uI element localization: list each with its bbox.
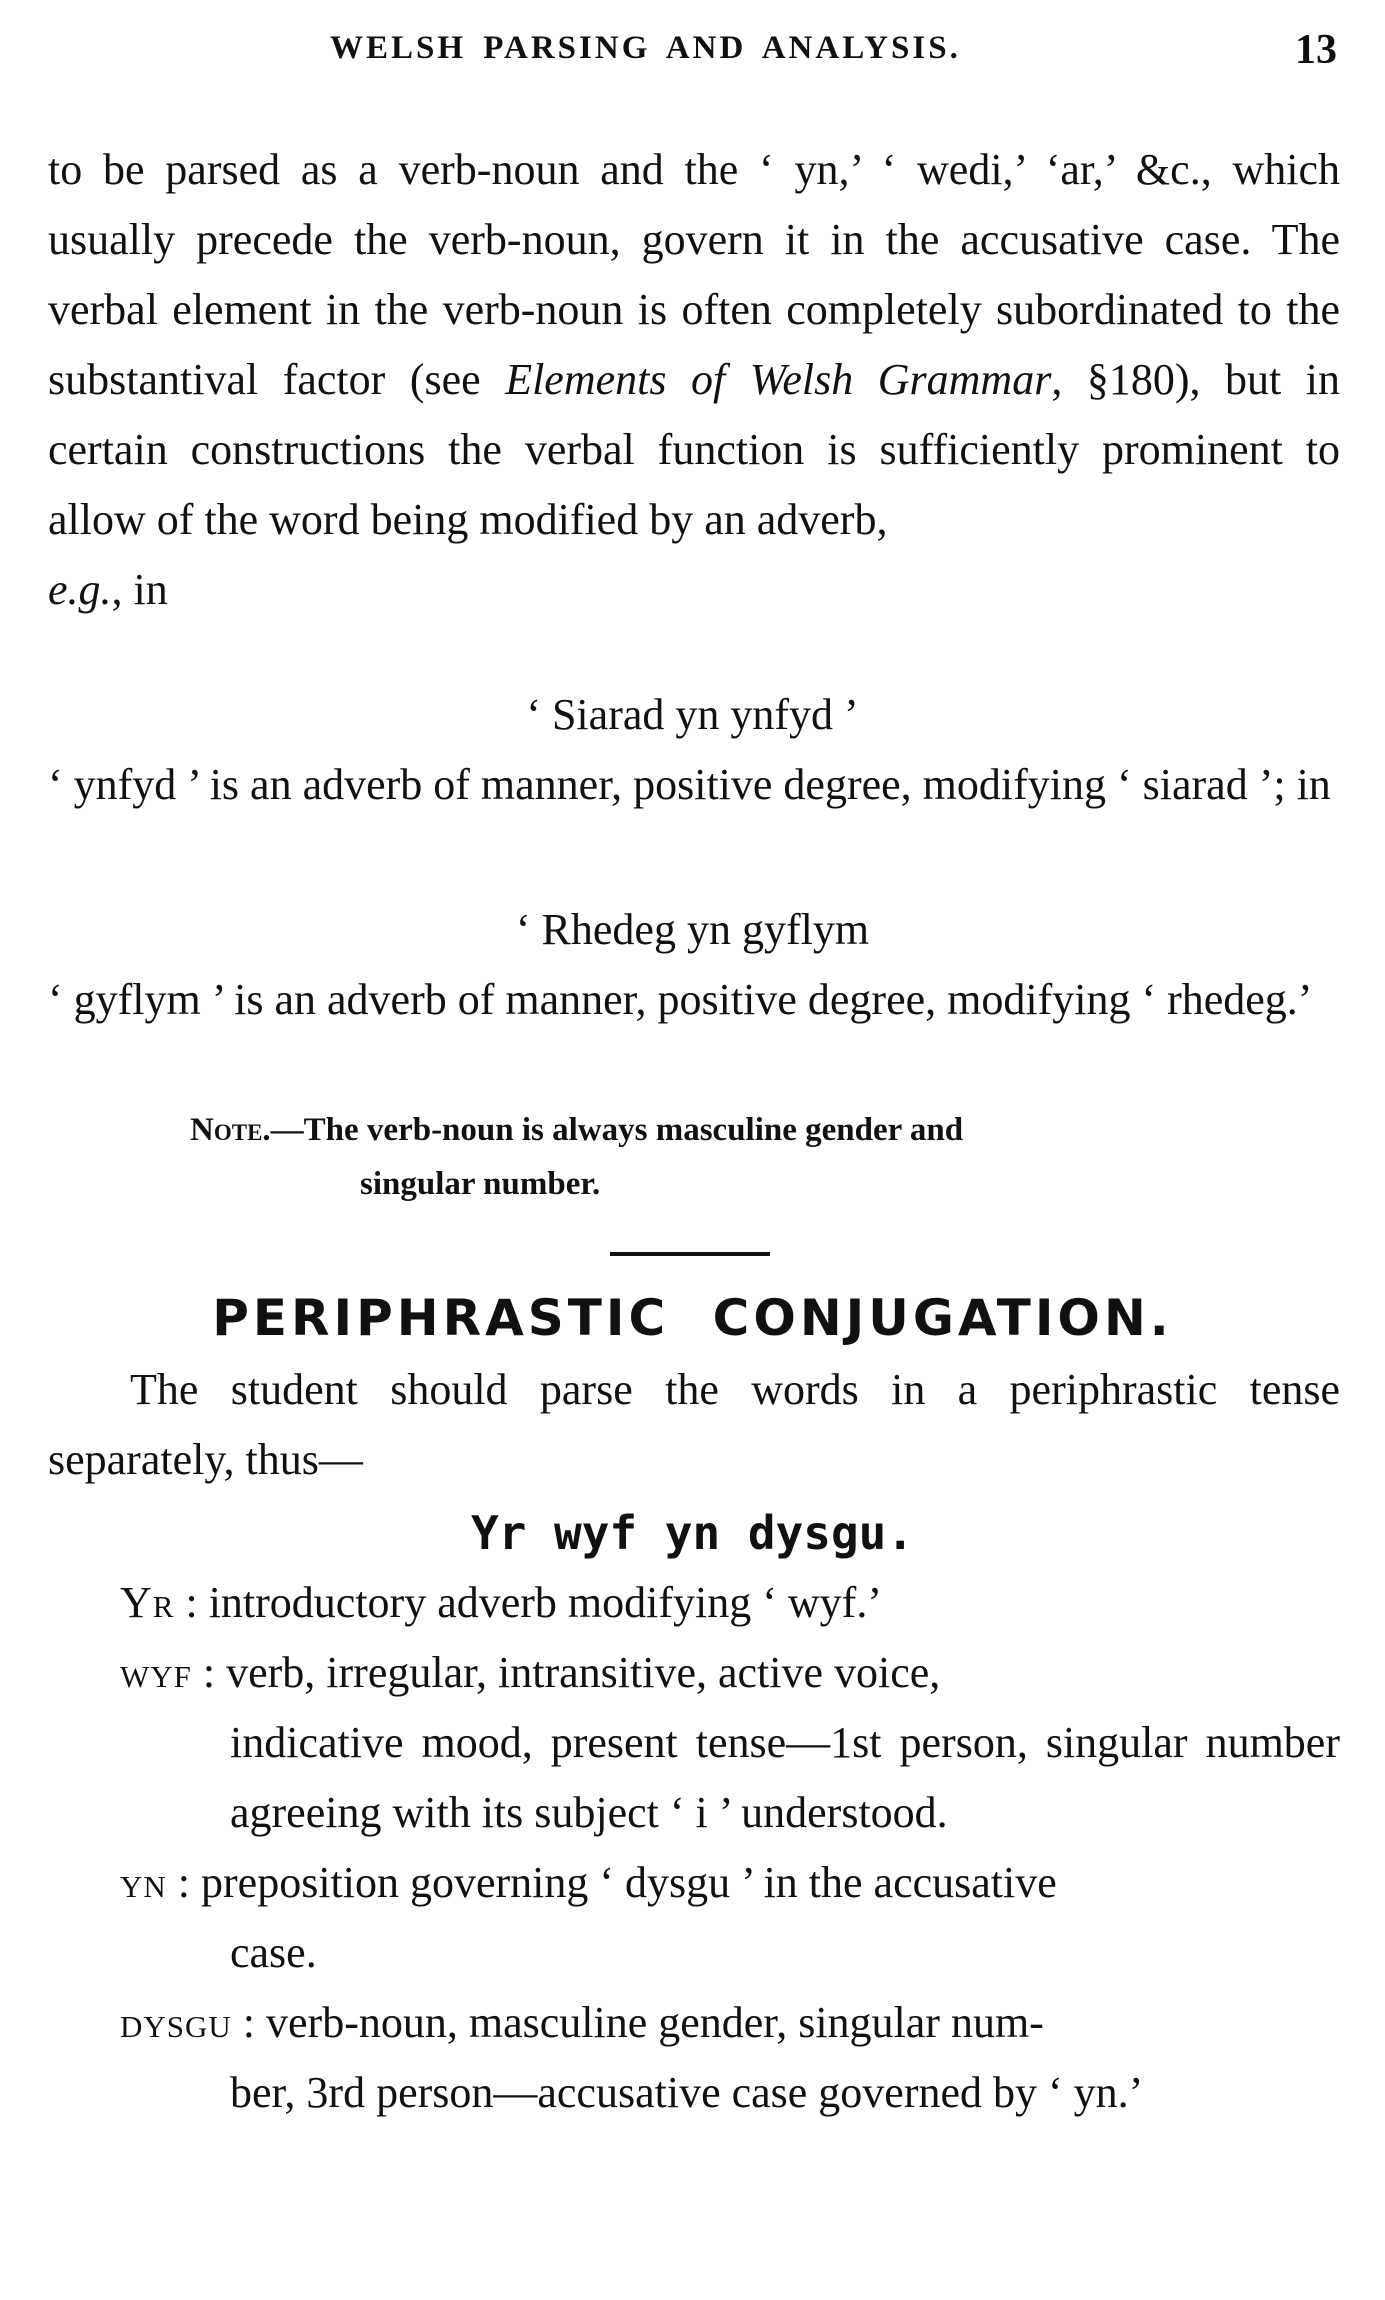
note-text-cont: singular number. bbox=[360, 1166, 601, 1202]
paragraph1-text-cont: , §180), but in certain constructions the verbal function is sufficiently prominent to allow of the word being modified by an adverb, bbox=[48, 355, 1340, 544]
entry-yn bbox=[120, 1848, 1340, 1988]
entry-text-cont: ber, 3rd person—accusative case governed by ‘ yn.’ bbox=[230, 2068, 1144, 2117]
entry-text-cont: indicative mood, present tense—1st person, singular number agreeing with its subject ‘ i ’ understood. bbox=[230, 1718, 1340, 1837]
entry-dysgu bbox=[120, 1988, 1340, 2128]
parsing-entries bbox=[120, 1568, 1340, 2128]
example-siarad: ‘ Siarad yn ynfyd ’ bbox=[526, 690, 859, 739]
note bbox=[190, 1103, 1340, 1211]
section-intro: The student should parse the words in a periphrastic tense separately, thus— bbox=[48, 1365, 1340, 1484]
running-title: WELSH PARSING AND ANALYSIS. bbox=[330, 30, 961, 66]
paragraph-ynfyd: ‘ ynfyd ’ is an adverb of manner, positive degree, modifying ‘ siarad ’; in bbox=[48, 760, 1331, 809]
entry-separator: : bbox=[231, 1998, 267, 2047]
page-number: 13 bbox=[1295, 27, 1337, 73]
entry-text: verb-noun, masculine gender, singular num- bbox=[266, 1998, 1044, 2047]
entry-label: yn bbox=[120, 1858, 167, 1907]
example-sentence: Yr wyf yn dysgu. bbox=[470, 1506, 915, 1560]
book-title-reference: Elements of Welsh Grammar bbox=[505, 355, 1052, 404]
entry-text: preposition governing ‘ dysgu ’ in the accusative bbox=[201, 1858, 1057, 1907]
entry-separator: : bbox=[191, 1648, 227, 1697]
entry-text: verb, irregular, intransitive, active voice, bbox=[226, 1648, 941, 1697]
note-text: —The verb-noun is always masculine gender and bbox=[270, 1112, 964, 1148]
entry-label: wyf bbox=[120, 1648, 192, 1697]
entry-yr bbox=[120, 1568, 1340, 1638]
section-heading: PERIPHRASTIC CONJUGATION. bbox=[212, 1289, 1173, 1347]
entry-label: dysgu bbox=[120, 1998, 232, 2047]
entry-label: Yr bbox=[120, 1578, 175, 1627]
entry-text-cont: case. bbox=[230, 1928, 317, 1977]
paragraph-gyflym: ‘ gyflym ’ is an adverb of manner, positive degree, modifying ‘ rhedeg.’ bbox=[48, 975, 1313, 1024]
paragraph1-text: to be parsed as a verb-noun and the ‘ yn,’ ‘ wedi,’ ‘ar,’ &c., which usually precede the verb-noun, govern it in the accusative case. The verbal element in the verb-noun is often completely subordinated to the substantival factor (see bbox=[48, 145, 1340, 404]
paragraph-verb-noun bbox=[48, 135, 1340, 625]
entry-separator: : bbox=[174, 1578, 209, 1627]
paragraph1-tail: , in bbox=[111, 565, 168, 614]
entry-separator: : bbox=[166, 1858, 202, 1907]
example-rhedeg: ‘ Rhedeg yn gyflym bbox=[515, 905, 870, 954]
eg-abbreviation: e.g. bbox=[48, 565, 112, 614]
running-head bbox=[0, 27, 1385, 90]
entry-wyf bbox=[120, 1638, 1340, 1848]
section-divider bbox=[610, 1252, 770, 1256]
note-label: Note. bbox=[190, 1112, 271, 1148]
entry-text: introductory adverb modifying ‘ wyf.’ bbox=[208, 1578, 882, 1627]
